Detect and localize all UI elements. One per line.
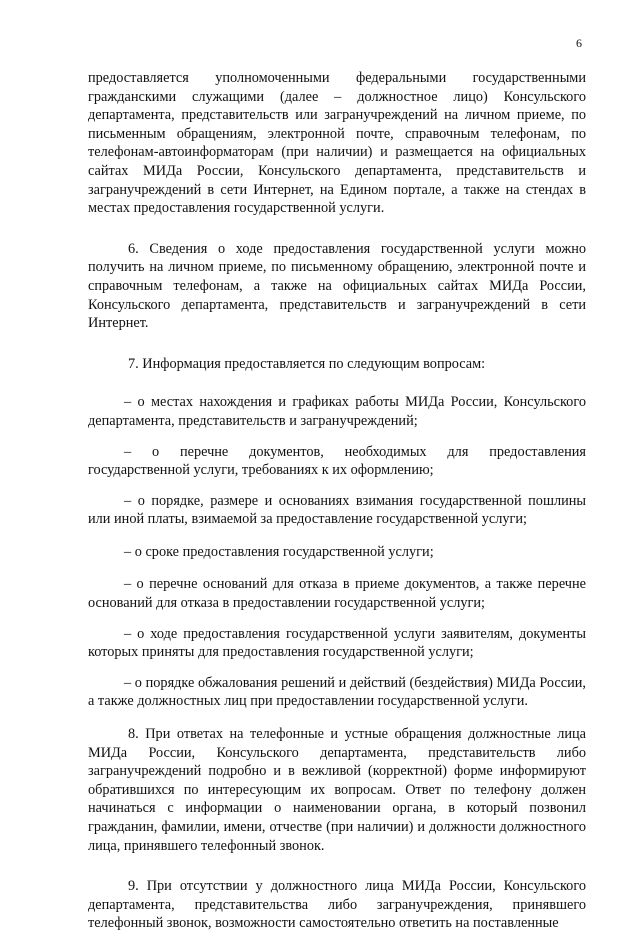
list-item-locations: – о местах нахождения и графиках работы МИДа России, Консульского департамента, представительств и загранучреждений;	[88, 394, 586, 429]
paragraph-7: 7. Информация предоставляется по следующим вопросам:	[128, 355, 486, 372]
paragraph-9: 9. При отсутствии у должностного лица МИДа России, Консульского департамента, представительства либо загранучреждения, принявшего телефонный звонок, возможности самостоятельно ответить на поставленные	[88, 878, 586, 932]
paragraph-8: 8. При ответах на телефонные и устные обращения должностные лица МИДа России, Консульского департамента, представительств либо загранучреждений подробно и в вежливой (корректной) форме информируют обратившихся по интересующим их вопросам. Ответ по телефону должен начинаться с информации о наименовании органа, в который позвонил гражданин, фамилии, имени, отчестве (при наличии) и должности должностного лица, принявшего телефонный звонок.	[88, 726, 586, 854]
document-body	[88, 69, 586, 933]
list-item-fees: – о порядке, размере и основаниях взимания государственной пошлины или иной платы, взимаемой за предоставление государственной услуги;	[88, 492, 586, 528]
paragraph-6: 6. Сведения о ходе предоставления государственной услуги можно получить на личном приеме, по письменному обращению, электронной почте и справочным телефонам, а также на официальных сайтах МИДа России, Консульского департамента, представительств и загранучреждений в сети Интернет.	[88, 240, 586, 332]
list-item-timing: – о сроке предоставления государственной услуги;	[124, 543, 434, 560]
list-item-refusal-grounds: – о перечне оснований для отказа в приеме документов, а также перечне оснований для отказа в предоставлении государственной услуги;	[88, 576, 586, 612]
list-item-progress: – о ходе предоставления государственной услуги заявителям, документы которых приняты для предоставления государственной услуги;	[88, 625, 586, 661]
paragraph-intro: предоставляется уполномоченными федеральными государственными гражданскими служащими (далее – должностное лицо) Консульского департамента, представительств или загранучреждений на личном приеме, по письменным обращениям, электронной почте, справочным телефонам, по телефонам-автоинформаторам (при наличии) и размещается на официальных сайтах МИДа России, Консульского департамента, представительств и загранучреждений в сети Интернет, на Едином портале, а также на стендах в местах предоставления государственной услуги.	[88, 70, 586, 217]
page-number: 6	[576, 36, 582, 50]
list-item-appeals: – о порядке обжалования решений и действий (бездействия) МИДа России, а также должностных лиц при предоставлении государственной услуги.	[88, 674, 586, 710]
list-item-documents: – о перечне документов, необходимых для предоставления государственной услуги, требованиях к их оформлению;	[88, 443, 586, 479]
